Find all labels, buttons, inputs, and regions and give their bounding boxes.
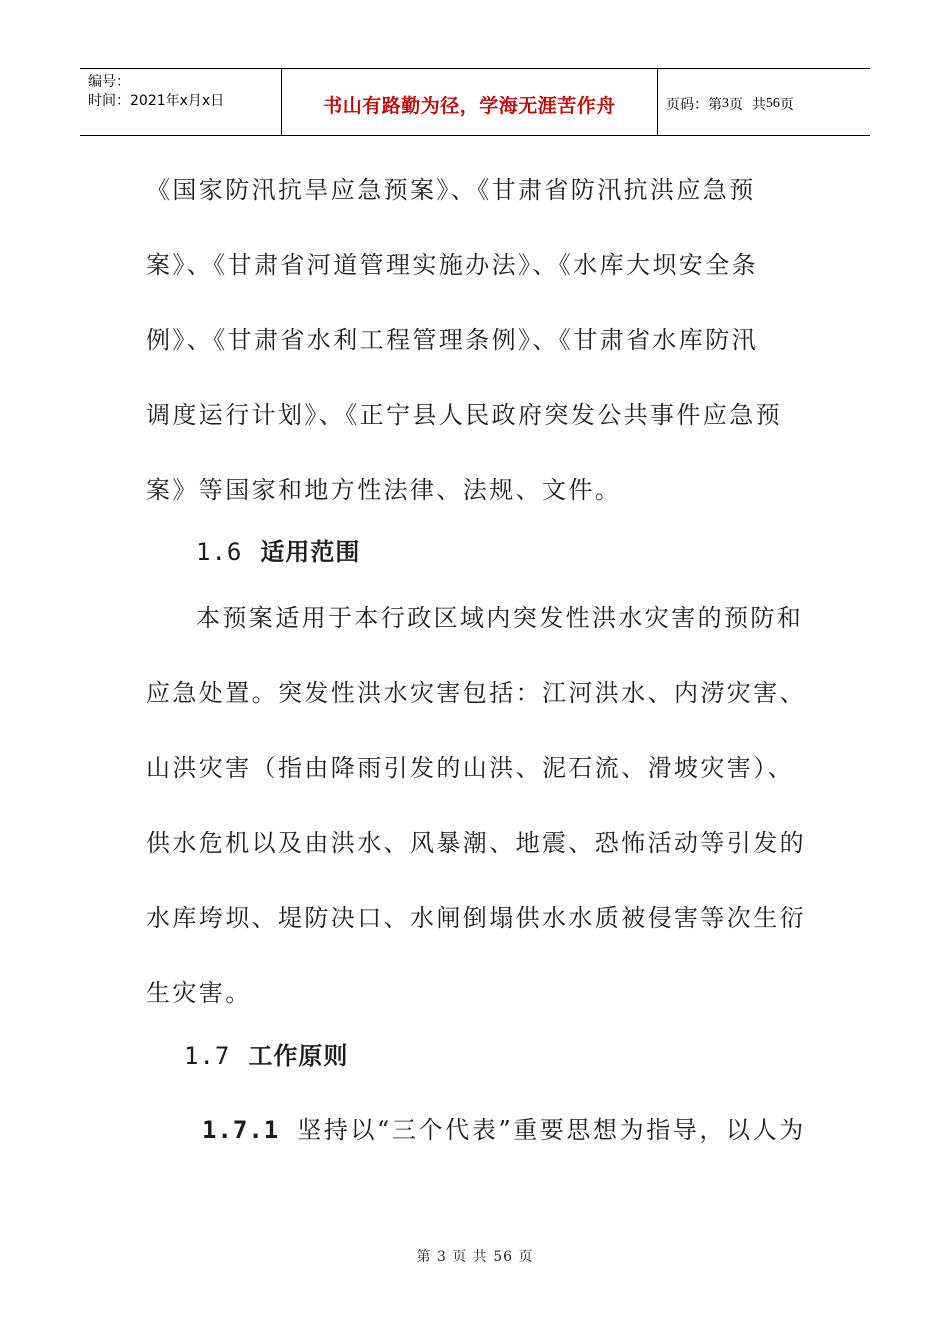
paragraph-line: 本预案适用于本行政区域内突发性洪水灾害的预防和 [196,604,804,632]
paragraph-line: 案》等国家和地方性法律、法规、文件。 [146,476,622,504]
paragraph-line: 《国家防汛抗旱应急预案》、《甘肃省防汛抗洪应急预 [146,176,756,204]
page-mid: 页 共 [729,97,766,113]
serial-number-label: 编号： [88,74,130,90]
page-prefix: 页码：第 [666,97,722,113]
paragraph-line: 案》、《甘肃省河道管理实施办法》、《水库大坝安全条 [146,251,758,279]
paragraph-line: 应急处置。突发性洪水灾害包括：江河洪水、内涝灾害、 [146,679,806,707]
section-heading-1-7 [184,1036,348,1071]
section-title: 工作原则 [248,1041,349,1070]
page-suffix: 页 [779,97,794,113]
paragraph-line: 例》、《甘肃省水利工程管理条例》、《甘肃省水库防汛 [146,326,758,354]
page-header [80,68,870,136]
header-meta [80,69,282,135]
paragraph-line: 供水危机以及由洪水、风暴潮、地震、恐怖活动等引发的 [146,829,806,857]
header-motto: 书山有路勤为径，学海无涯苦作舟 [282,69,658,135]
section-number: 1.7 [184,1042,231,1070]
header-page-number [658,69,870,135]
section-title: 适用范围 [260,537,361,566]
paragraph-line: 水库垮坝、堤防决口、水闸倒塌供水水质被侵害等次生衍 [146,904,806,932]
page-current: 3 [722,96,729,111]
section-heading-1-7-1 [202,1110,806,1145]
page-footer: 第 3 页 共 56 页 [416,1249,534,1265]
section-number: 1.6 [196,538,243,566]
page-total: 56 [765,96,780,111]
date-label: 时间：2021年x月x日 [88,93,225,109]
paragraph-line: 山洪灾害（指由降雨引发的山洪、泥石流、滑坡灾害）、 [146,754,794,782]
section-number: 1.7.1 [202,1116,280,1144]
section-text: 坚持以“三个代表”重要思想为指导，以人为 [297,1116,806,1144]
section-heading-1-6 [196,532,360,567]
paragraph-line: 生灾害。 [146,979,252,1007]
paragraph-line: 调度运行计划》、《正宁县人民政府突发公共事件应急预 [146,401,782,429]
